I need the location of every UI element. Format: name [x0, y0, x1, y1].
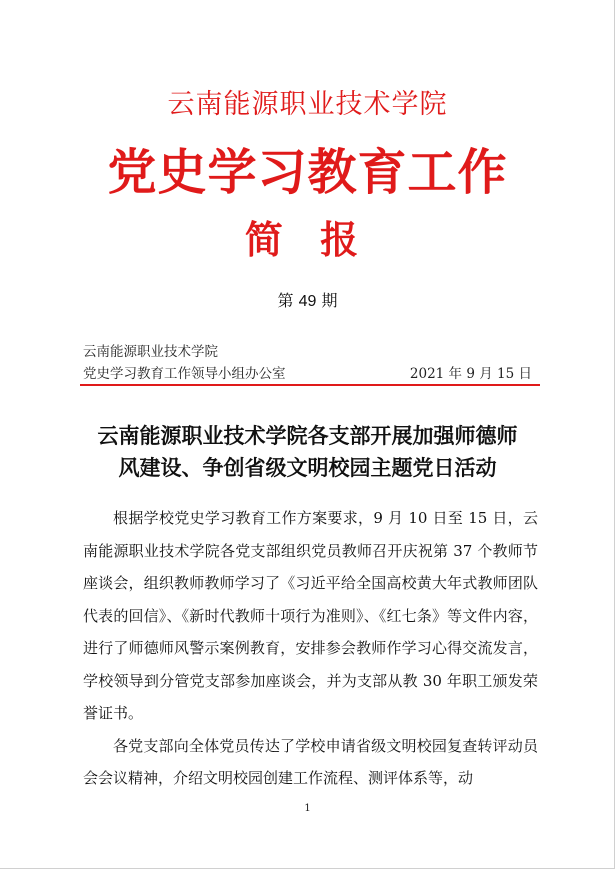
issuing-office: 党史学习教育工作领导小组办公室 [83, 366, 286, 382]
paragraph: 根据学校党史学习教育工作方案要求，9 月 10 日至 15 日，云南能源职业技术学院各党支部组织党员教师召开庆祝第 37 个教师节座谈会，组织教师教师学习了《习近平给全国高校黄大年式教师团队代表的回信》、《新时代教师十项行为准则》、《红七条》等文件内容，进行了师德师风警示案例教育，安排参会教师作学习心得交流发言，学校领导到分管党支部参加座谈会，并为支部从教 30 年职工颁发荣誉证书。 [83, 509, 538, 722]
article-title-line-2: 风建设、争创省级文明校园主题党日活动 [118, 456, 497, 480]
issue-suffix: 期 [316, 291, 338, 310]
institution-name: 云南能源职业技术学院 [167, 89, 448, 120]
bulletin-title: 党史学习教育工作 [107, 143, 508, 201]
page-number: 1 [304, 803, 311, 814]
paragraph: 各党支部向全体党员传达了学校申请省级文明校园复查转评动员会会议精神，介绍文明校园创建工作流程、测评体系等，动 [83, 736, 538, 787]
issue-prefix: 第 [277, 291, 299, 310]
header-divider [80, 384, 540, 386]
article-title-line-1: 云南能源职业技术学院各支部开展加强师德师 [97, 424, 518, 448]
article-title [70, 420, 545, 484]
article-body [83, 502, 538, 795]
issuing-org: 云南能源职业技术学院 [83, 344, 218, 360]
issue-date: 2021 年 9 月 15 日 [409, 366, 532, 382]
issue-number [0, 288, 615, 311]
bulletin-subtitle: 简 报 [244, 217, 371, 262]
issue-value: 49 [298, 293, 317, 310]
